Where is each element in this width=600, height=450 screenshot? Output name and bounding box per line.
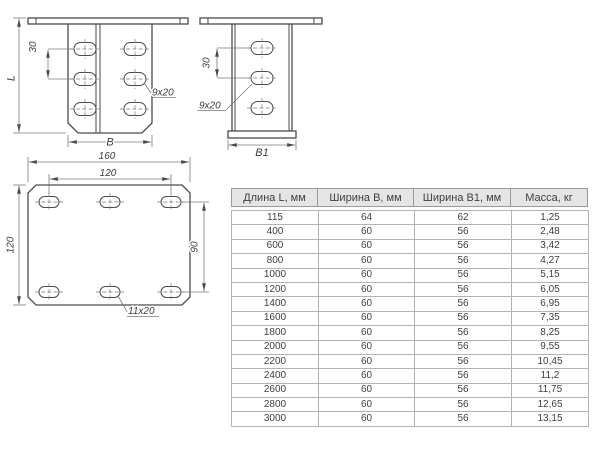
table-cell: 56 (415, 268, 512, 282)
leader-line (226, 84, 252, 110)
slot-size-label: 9x20 (199, 100, 221, 112)
dim-hole-pitch-30 (28, 41, 73, 79)
slot (120, 69, 150, 89)
table-cell: 62 (415, 211, 512, 225)
table-row (232, 254, 589, 268)
slot (157, 193, 185, 211)
table-cell: 2200 (232, 354, 319, 368)
dim-label-hole-pitch: 30 (28, 41, 39, 53)
col-header-width-b: Ширина B, мм (318, 189, 414, 206)
table-cell: 56 (415, 282, 512, 296)
table-cell: 10,45 (512, 354, 589, 368)
dim-label-hole-pitch-y: 90 (189, 241, 201, 253)
slot (35, 283, 63, 301)
slot (247, 38, 277, 58)
table-row (232, 340, 589, 354)
table-cell: 60 (319, 340, 415, 354)
table-cell: 6,05 (512, 282, 589, 296)
table-cell: 2,48 (512, 225, 589, 239)
table-cell: 5,15 (512, 268, 589, 282)
slot (120, 99, 150, 119)
dim-hole-pitch-y-90 (182, 202, 209, 292)
dim-label-hole-pitch: 30 (201, 57, 213, 69)
base-plate-edge (228, 131, 296, 138)
table-cell: 2000 (232, 340, 319, 354)
slot (96, 193, 124, 211)
table-row (232, 369, 589, 383)
table-cell: 60 (319, 398, 415, 412)
table-cell: 60 (319, 254, 415, 268)
table-row (232, 383, 589, 397)
dim-label-plate-width: 160 (98, 151, 116, 162)
table-cell: 56 (415, 369, 512, 383)
table-cell: 9,55 (512, 340, 589, 354)
table-row (232, 297, 589, 311)
table-cell: 56 (415, 225, 512, 239)
flange-outline (28, 18, 188, 24)
plan-view (6, 151, 210, 317)
dim-width-B (68, 135, 152, 149)
table-cell: 60 (319, 311, 415, 325)
table-row (232, 282, 589, 296)
callout-slot-11x20 (118, 296, 159, 317)
table-cell: 56 (415, 383, 512, 397)
table-cell: 2400 (232, 369, 319, 383)
table-cell: 56 (415, 340, 512, 354)
table-cell: 1,25 (512, 211, 589, 225)
table-cell: 4,27 (512, 254, 589, 268)
dim-hole-pitch-x-120 (49, 168, 171, 194)
table-cell: 60 (319, 297, 415, 311)
body-outline (68, 24, 152, 133)
table-cell: 1600 (232, 311, 319, 325)
dim-hole-pitch-30 (202, 48, 251, 78)
table-cell: 115 (232, 211, 319, 225)
table-cell: 56 (415, 254, 512, 268)
callout-slot-9x20 (197, 84, 252, 112)
table-cell: 11,75 (512, 383, 589, 397)
spec-rows (232, 211, 589, 427)
spec-table (231, 188, 588, 427)
slot (35, 193, 63, 211)
table-cell: 2600 (232, 383, 319, 397)
table-cell: 13,15 (512, 412, 589, 426)
table-cell: 60 (319, 225, 415, 239)
table-row (232, 412, 589, 426)
front-view (6, 18, 189, 149)
dim-width-B1 (228, 140, 296, 159)
table-row (232, 354, 589, 368)
table-row (232, 311, 589, 325)
table-cell: 3,42 (512, 239, 589, 253)
slot (157, 283, 185, 301)
flange-outline (200, 18, 322, 24)
table-row (232, 239, 589, 253)
col-header-width-b1: Ширина B1, мм (414, 189, 511, 206)
table-row (232, 326, 589, 340)
spec-table-header (231, 188, 588, 207)
table-cell: 56 (415, 297, 512, 311)
dim-label-width: B1 (255, 147, 269, 159)
slot (96, 283, 124, 301)
table-row (232, 225, 589, 239)
col-header-length: Длина L, мм (232, 189, 318, 206)
slot (247, 98, 277, 118)
table-cell: 3000 (232, 412, 319, 426)
col-header-mass: Масса, кг (525, 191, 573, 204)
table-cell: 56 (415, 398, 512, 412)
table-cell: 1400 (232, 297, 319, 311)
table-cell: 60 (319, 354, 415, 368)
dim-label-hole-pitch-x: 120 (99, 168, 117, 179)
spec-table-body (231, 210, 588, 427)
table-cell: 56 (415, 239, 512, 253)
table-cell: 2800 (232, 398, 319, 412)
table-cell: 56 (415, 412, 512, 426)
dim-length-L (6, 18, 67, 133)
table-cell: 56 (415, 354, 512, 368)
slot-size-label: 11x20 (128, 306, 155, 317)
dim-label-plate-depth: 120 (5, 236, 17, 254)
dim-label-width: B (106, 136, 114, 149)
table-cell: 1800 (232, 326, 319, 340)
table-cell: 56 (415, 311, 512, 325)
table-cell: 60 (319, 369, 415, 383)
table-cell: 7,35 (512, 311, 589, 325)
table-cell: 8,25 (512, 326, 589, 340)
table-cell: 60 (319, 239, 415, 253)
table-cell: 60 (319, 268, 415, 282)
callout-slot-9x20 (144, 83, 176, 99)
slot-size-label: 9x20 (152, 87, 174, 99)
table-cell: 56 (415, 326, 512, 340)
table-cell: 12,65 (512, 398, 589, 412)
table-row (232, 398, 589, 412)
table-cell: 800 (232, 254, 319, 268)
side-view (197, 18, 322, 159)
table-cell: 1200 (232, 282, 319, 296)
table-cell: 60 (319, 326, 415, 340)
table-cell: 11,2 (512, 369, 589, 383)
table-row (232, 211, 589, 225)
table-cell: 64 (319, 211, 415, 225)
table-cell: 400 (232, 225, 319, 239)
table-cell: 60 (319, 282, 415, 296)
table-cell: 1000 (232, 268, 319, 282)
dim-plate-depth-120 (6, 185, 27, 305)
slot (120, 39, 150, 59)
table-cell: 6,95 (512, 297, 589, 311)
table-row (232, 268, 589, 282)
table-cell: 60 (319, 412, 415, 426)
table-cell: 60 (319, 383, 415, 397)
table-cell: 600 (232, 239, 319, 253)
dim-label-length: L (5, 74, 18, 82)
